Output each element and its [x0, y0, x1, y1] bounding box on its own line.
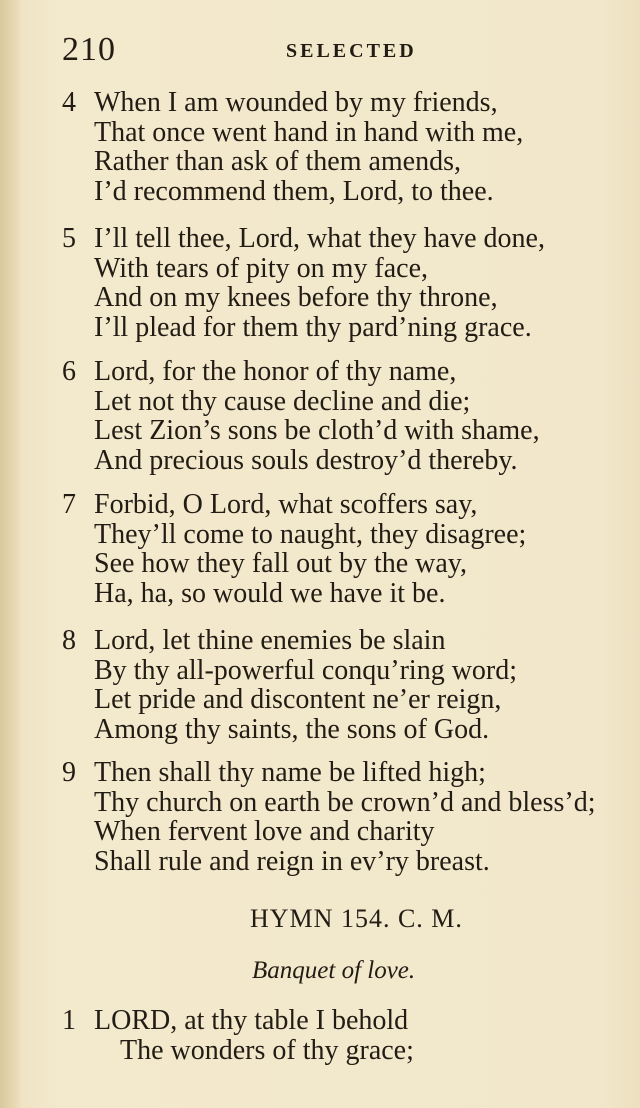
verse-line: I’ll tell thee, Lord, what they have done,: [94, 223, 545, 254]
verse-line: Ha, ha, so would we have it be.: [94, 577, 446, 609]
stanza-number: 1: [62, 1005, 76, 1036]
verse-line: And on my knees before thy throne,: [94, 282, 498, 313]
verse-line: Among thy saints, the sons of God.: [94, 713, 490, 745]
page-gutter-shadow: [0, 0, 22, 1108]
verse-line: By thy all-powerful conqu’ring word;: [94, 654, 518, 686]
verse-line: With tears of pity on my face,: [94, 252, 428, 284]
verse-line: The wonders of thy grace;: [120, 1034, 414, 1066]
verse-line: Lord, let thine enemies be slain: [94, 625, 446, 656]
stanza-number: 7: [62, 489, 76, 520]
verse-line: That once went hand in hand with me,: [94, 116, 524, 148]
verse-line: Thy church on earth be crown’d and bless’d;: [94, 786, 596, 818]
verse-line: Let not thy cause decline and die;: [94, 385, 471, 417]
verse-line: When fervent love and charity: [94, 816, 435, 847]
hymn-subtitle: Banquet of love.: [252, 957, 416, 984]
verse-line: They’ll come to naught, they disagree;: [94, 518, 527, 550]
verse-line: I’ll plead for them thy pard’ning grace.: [94, 311, 532, 343]
verse-line: Forbid, O Lord, what scoffers say,: [94, 489, 478, 520]
verse-line: Lest Zion’s sons be cloth’d with shame,: [94, 415, 540, 446]
running-head: SELECTED: [286, 40, 417, 62]
verse-line: I’d recommend them, Lord, to thee.: [94, 175, 494, 207]
verse-line: Then shall thy name be lifted high;: [94, 757, 486, 788]
page-header: [62, 30, 622, 70]
verse-line: Lord, for the honor of thy name,: [94, 356, 457, 387]
stanza-number: 4: [62, 87, 76, 118]
page-number: 210: [62, 31, 116, 68]
verse-line: Shall rule and reign in ev’ry breast.: [94, 845, 490, 877]
stanza-number: 8: [62, 625, 76, 656]
stanza-number: 9: [62, 757, 76, 788]
verse-line: Rather than ask of them amends,: [94, 146, 462, 177]
hymn-title: HYMN 154. C. M.: [250, 904, 463, 933]
stanza-number: 5: [62, 223, 76, 254]
stanza-number: 6: [62, 356, 76, 387]
verse-line: And precious souls destroy’d thereby.: [94, 444, 518, 476]
verse-line: When I am wounded by my friends,: [94, 87, 498, 118]
verse-line: LORD, at thy table I behold: [94, 1005, 409, 1036]
verse-line: See how they fall out by the way,: [94, 548, 467, 579]
verse-line: Let pride and discontent ne’er reign,: [94, 684, 502, 715]
